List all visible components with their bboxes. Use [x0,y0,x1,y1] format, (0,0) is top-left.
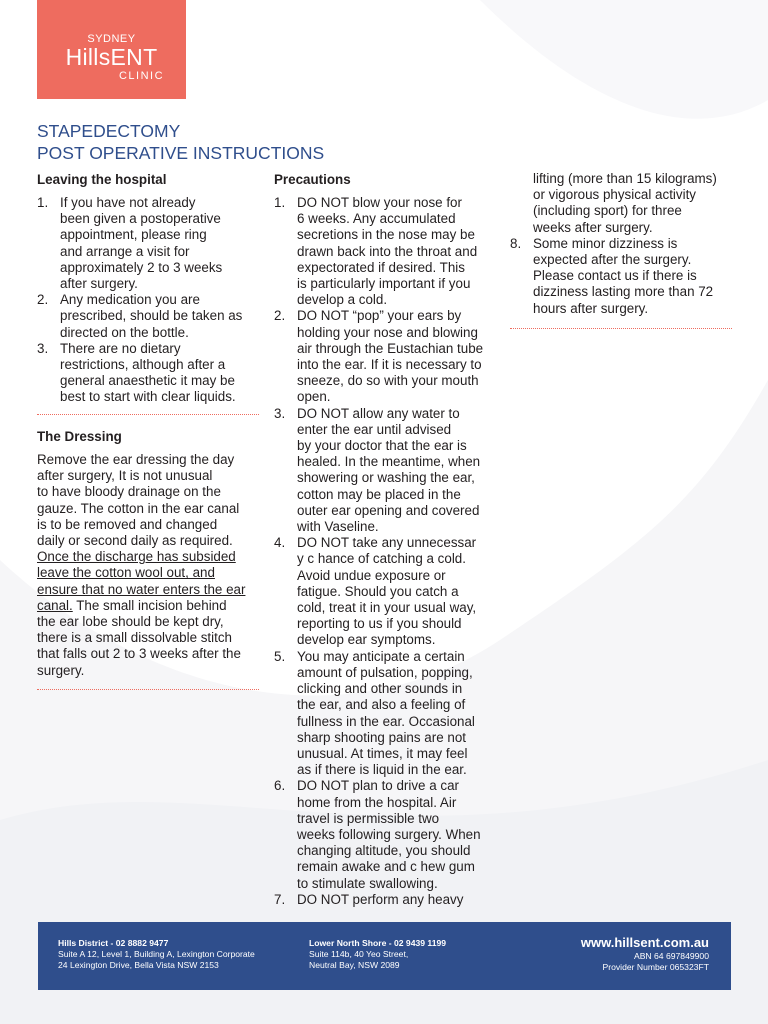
precautions-section [274,172,502,908]
lower-north-shore-contact [309,938,446,971]
lower-north-shore-address-line-2: Neutral Bay, NSW 2089 [309,960,400,970]
document-title [37,120,324,164]
website-link[interactable]: www.hillsent.com.au [580,935,709,950]
precaution-7-continued: lifting (more than 15 kilograms) or vigorous physical activity (including sport) for three weeks after surgery. [533,171,717,235]
list-number: 3. [274,405,286,421]
list-number: 8. [510,235,522,251]
list-item-text: There are no dietary restrictions, although after a general anaesthetic it may be best to start with clear liquids. [60,340,236,405]
dressing-heading: The Dressing [37,429,122,444]
lower-north-shore-address-line-1: Suite 114b, 40 Yeo Street, [309,949,409,959]
title-line-1: STAPEDECTOMY [37,121,181,141]
leaving-hospital-section [37,172,263,406]
list-number: 7. [274,891,286,907]
list-item-text: Some minor dizziness is expected after the surgery. Please contact us if there is dizziness lasting more than 72 hours after surgery. [533,235,714,316]
clinic-logo [37,0,186,99]
hills-district-address-line-1: Suite A 12, Level 1, Building A, Lexington Corporate [58,949,255,959]
lower-north-shore-heading: Lower North Shore - 02 9439 1199 [309,938,447,948]
logo-line-clinic: CLINIC [118,70,165,82]
leaving-hospital-heading: Leaving the hospital [37,172,167,187]
title-line-2: POST OPERATIVE INSTRUCTIONS [37,143,325,163]
list-item [274,649,502,779]
dressing-paragraph [37,452,263,679]
footer-website-info [581,935,709,973]
dressing-text-1: Remove the ear dressing the day after surgery, It is not unusual to have bloody drainage on the gauze. The cotton in the ear canal is to be removed and changed daily or second daily as required. [37,452,240,549]
logo-line-hillsent: HillsENT [65,44,158,70]
list-number: 4. [274,535,286,551]
list-item-text: DO NOT plan to drive a car home from the hospital. Air travel is permissible two weeks following surgery. When changing altitude, you should remain awake and c hew gum to stimulate swallowing. [297,778,481,891]
list-item-text: Any medication you are prescribed, should be taken as directed on the bottle. [60,292,243,340]
section-divider [37,414,259,415]
list-item [274,308,502,405]
list-item-text: DO NOT “pop” your ears by holding your nose and blowing air through the Eustachian tube into the ear. If it is necessary to sneeze, do so with your mouth open. [297,308,484,405]
hills-district-heading: Hills District - 02 8882 9477 [58,938,169,948]
dressing-underlined-text: Once the discharge has subsided leave the cotton wool out, and ensure that no water enters the ear canal. [37,549,246,613]
hills-district-address-line-2: 24 Lexington Drive, Bella Vista NSW 2153 [58,960,219,970]
list-item [274,778,502,891]
list-number: 1. [37,195,49,210]
dressing-section [37,429,263,679]
dressing-text-2: The small incision behind the ear lobe should be kept dry, there is a small dissolvable stitch that falls out 2 to 3 weeks after the surgery. [37,597,241,678]
leaving-hospital-list [37,195,263,406]
list-item-text: DO NOT take any unnecessar y c hance of catching a cold. Avoid undue exposure or fatigue. Should you catch a cold, treat it in your usual way, reporting to us if you should develop ear symptoms. [297,535,477,648]
list-item [37,195,263,292]
list-item [510,236,740,317]
hills-district-contact [58,938,255,971]
precautions-list-continued [510,236,740,317]
section-divider [37,689,259,690]
list-number: 2. [274,308,286,324]
list-item [274,535,502,648]
precautions-list [274,195,502,908]
list-item-text: DO NOT perform any heavy [297,891,464,907]
precautions-heading: Precautions [274,172,351,187]
list-item [274,406,502,536]
section-divider [510,328,732,329]
list-number: 5. [274,648,286,664]
logo-line-sydney: SYDNEY [87,33,136,45]
abn-number: ABN 64 697849900 [633,951,709,961]
list-item [37,341,263,406]
list-item-text: DO NOT allow any water to enter the ear until advised by your doctor that the ear is healed. In the meantime, when showering or washing the ear, cotton may be placed in the outer ear opening and covered with Vaseline. [297,405,481,535]
list-item [274,195,502,308]
contact-footer [38,922,731,990]
list-number: 6. [274,778,286,794]
list-item [274,892,502,908]
precautions-continued-section [510,171,740,317]
list-number: 1. [274,195,286,210]
list-number: 2. [37,292,49,308]
list-item-text: If you have not already been given a postoperative appointment, please ring and arrange a visit for approximately 2 to 3 weeks after surgery. [60,195,223,292]
provider-number: Provider Number 065323FT [602,962,709,972]
list-item-text: You may anticipate a certain amount of pulsation, popping, clicking and other sounds in the ear, and also a feeling of fullness in the ear. Occasional sharp shooting pains are not unusual. At times, it may feel as if there is liquid in the ear. [297,648,475,778]
list-number: 3. [37,340,49,356]
list-item [37,292,263,341]
list-item-text: DO NOT blow your nose for 6 weeks. Any accumulated secretions in the nose may be drawn back into the throat and expectorated if desired. This is particularly important if you develop a cold. [297,195,478,308]
